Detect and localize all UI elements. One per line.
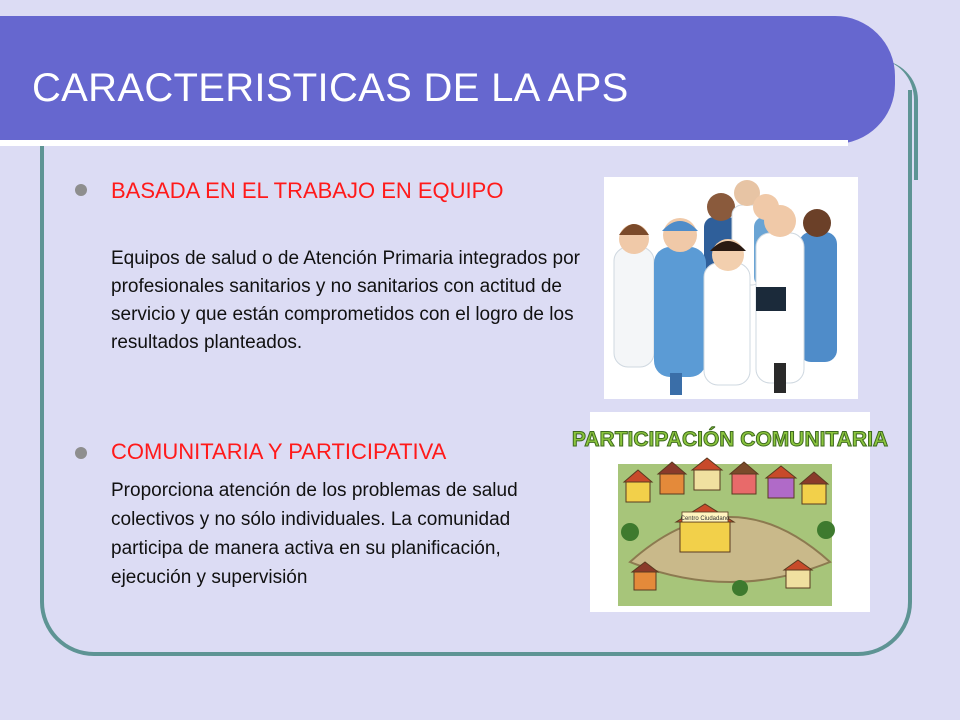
item-heading-community: COMUNITARIA Y PARTICIPATIVA bbox=[111, 439, 447, 464]
community-participation-illustration bbox=[571, 412, 889, 612]
bullet-dot bbox=[75, 447, 87, 459]
item-body-teamwork: Equipos de salud o de Atención Primaria integrados por profesionales sanitarios y no sanitarios con actitud de servicio y que están comprometidos con el logro de los resultados planteados. bbox=[111, 248, 580, 353]
medical-team-photo bbox=[604, 177, 858, 399]
community-banner-text: PARTICIPACIÓN COMUNITARIA bbox=[571, 428, 889, 451]
bullet-dot bbox=[75, 184, 87, 196]
title-banner bbox=[0, 16, 895, 144]
community-sign-text: Centro Ciudadano bbox=[680, 516, 730, 522]
slide-title: CARACTERISTICAS DE LA APS bbox=[32, 66, 629, 110]
item-heading-teamwork: BASADA EN EL TRABAJO EN EQUIPO bbox=[111, 178, 504, 203]
title-underline bbox=[0, 140, 848, 146]
item-body-community: Proporciona atención de los problemas de salud colectivos y no sólo individuales. La comunidad participa de manera activa en su planificación, ejecución y supervisión bbox=[111, 480, 518, 588]
